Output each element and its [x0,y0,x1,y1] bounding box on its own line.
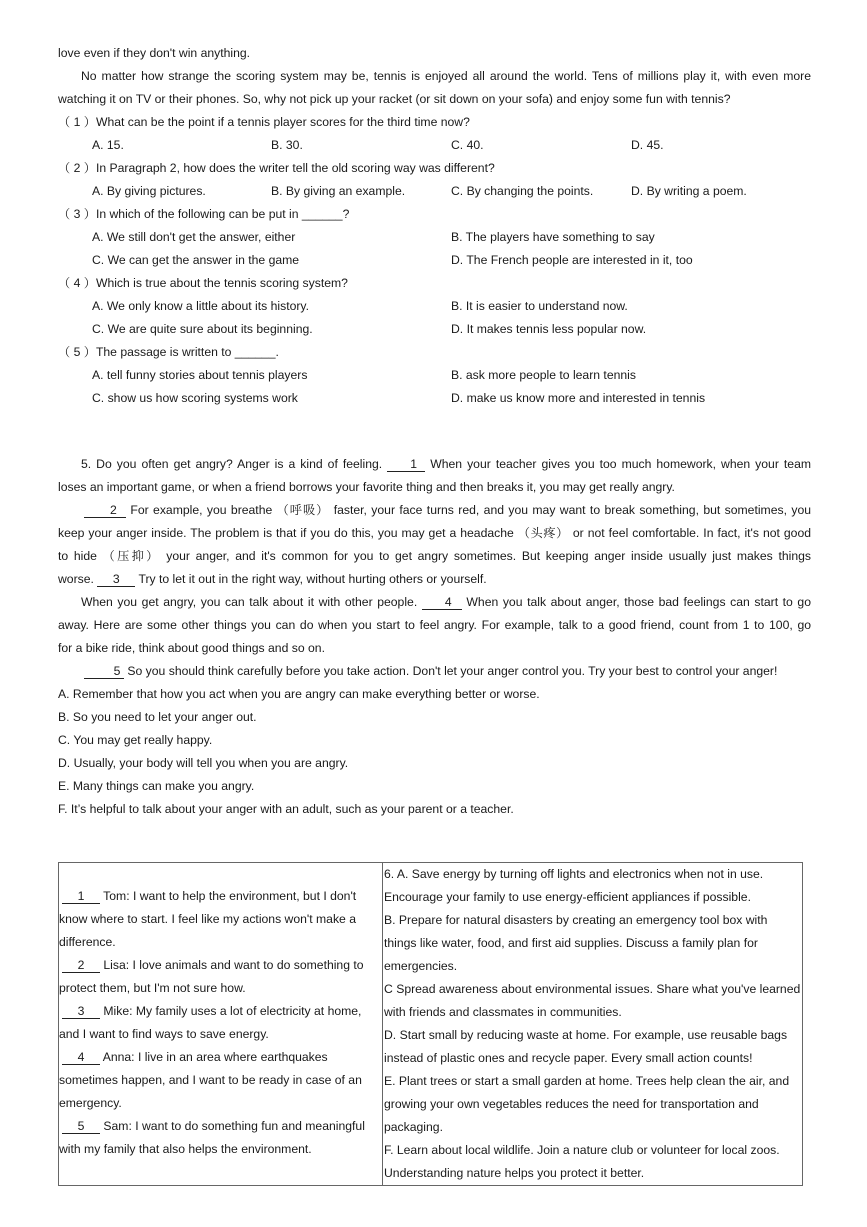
suggestion-line: growing your own vegetables reduces the need for transportation and [384,1097,759,1111]
question-2 [58,159,495,177]
option-2c: C. By changing the points. [451,184,594,198]
suggestion-line: instead of plastic ones and recycle paper. Every small action counts! [384,1051,753,1065]
option-4a: A. We only know a little about its history. [92,299,309,313]
option-1b: B. 30. [271,138,303,152]
text: difference. [59,935,116,949]
question-number: （ 3 ） [58,207,96,221]
question-number: （ 1 ） [58,115,96,129]
blank-4: 4 [422,595,462,610]
suggestion-line: D. Start small by reducing waste at home. For example, use reusable bags [384,1028,788,1042]
passage5-option-f: F. It’s helpful to talk about your anger with an adult, such as your parent or a teacher. [58,802,514,816]
person-entry-1 [59,885,382,954]
question-stem: In Paragraph 2, how does the writer tell the old scoring way was different? [95,161,495,175]
option-2b: B. By giving an example. [271,184,406,198]
blank-1: 1 [387,457,425,472]
question-stem: The passage is written to ______. [95,345,279,359]
passage5-line [58,662,811,680]
question-number: （ 2 ） [58,161,96,175]
option-4c: C. We are quite sure about its beginning. [92,322,313,336]
text: Try to let it out in the right way, without hurting others or yourself. [138,572,487,586]
blank-2: 2 [84,503,126,518]
suggestion-line: emergencies. [384,959,458,973]
question-number: （ 4 ） [58,276,96,290]
passage5-line: keep your anger inside. The problem is that if you do this, you may get a headache （头疼） or not feel comfortable. In fact, it's not good [58,526,811,540]
question-5 [58,343,279,361]
question-4 [58,274,348,292]
passage-line: watching it on TV or their phones. So, why not pick up your racket (or sit down on your sofa) and enjoy some fun with tennis? [58,92,731,106]
blank-5: 5 [84,664,124,679]
option-3b: B. The players have something to say [451,230,655,244]
passage5-line: loses an important game, or when a friend borrows your favorite thing and then breaks it, you may get really angry. [58,480,675,494]
text: When you get angry, you can talk about it with other people. [81,595,418,609]
option-4d: D. It makes tennis less popular now. [451,322,647,336]
person-entry-4 [59,1046,382,1115]
suggestion-line: F. Learn about local wildlife. Join a nature club or volunteer for local zoos. [384,1143,780,1157]
suggestion-line: packaging. [384,1120,443,1134]
passage5-line [58,593,811,611]
people-column [59,863,383,1186]
suggestion-line: with friends and classmates in communities. [384,1005,622,1019]
option-2d: D. By writing a poem. [631,184,747,198]
suggestion-line: B. Prepare for natural disasters by creating an emergency tool box with [384,913,768,927]
question-number: （ 5 ） [58,345,96,359]
text: sometimes happen, and I want to be ready in case of an [59,1073,362,1087]
matching-table [58,862,803,1186]
passage5-line [58,455,811,473]
option-3a: A. We still don't get the answer, either [92,230,296,244]
suggestions-column [383,863,803,1186]
text: 5. Do you often get angry? Anger is a kind of feeling. [81,457,383,471]
suggestion-line: 6. A. Save energy by turning off lights and electronics when not in use. [384,867,764,881]
text: know where to start. I feel like my actions won't make a [59,912,356,926]
blank-1: 1 [62,889,100,904]
option-1c: C. 40. [451,138,484,152]
text: protect them, but I'm not sure how. [59,981,246,995]
option-3c: C. We can get the answer in the game [92,253,300,267]
text: Mike: My family uses a lot of electricity at home, [103,1004,362,1018]
person-entry-5 [59,1115,382,1161]
text: For example, you breathe （呼吸） faster, your face turns red, and you may want to break something, but sometimes, you [130,503,811,517]
question-stem: Which is true about the tennis scoring system? [95,276,348,290]
passage5-line [58,501,811,519]
person-entry-2 [59,954,382,1000]
question-3 [58,205,349,223]
passage5-option-c: C. You may get really happy. [58,733,213,747]
passage5-option-e: E. Many things can make you angry. [58,779,255,793]
option-5d: D. make us know more and interested in tennis [451,391,706,405]
option-1a: A. 15. [92,138,124,152]
option-2a: A. By giving pictures. [92,184,206,198]
passage5-line: to hide （压抑） your anger, and it's common for you to get angry sometimes. But keeping anger inside usually just makes things [58,549,811,563]
text: worse. [58,572,94,586]
passage5-option-b: B. So you need to let your anger out. [58,710,257,724]
passage5-line: away. Here are some other things you can do when you start to feel angry. For example, talk to a good friend, count from 1 to 100, go [58,618,811,632]
passage5-option-d: D. Usually, your body will tell you when you are angry. [58,756,349,770]
text: So you should think carefully before you take action. Don't let your anger control you. Try your best to control your anger! [127,664,778,678]
suggestion-line: things like water, food, and first aid supplies. Discuss a family plan for [384,936,758,950]
blank-3: 3 [62,1004,100,1019]
text: Anna: I live in an area where earthquakes [102,1050,328,1064]
text: Lisa: I love animals and want to do something to [103,958,364,972]
suggestion-line: E. Plant trees or start a small garden at home. Trees help clean the air, and [384,1074,790,1088]
suggestion-line: C Spread awareness about environmental issues. Share what you've learned [384,982,801,996]
passage5-line: for a bike ride, think about good things and so on. [58,641,325,655]
text: Sam: I want to do something fun and meaningful [103,1119,365,1133]
text: and I want to find ways to save energy. [59,1027,269,1041]
text: When you talk about anger, those bad feelings can start to go [466,595,811,609]
suggestion-line: Understanding nature helps you protect it better. [384,1166,645,1180]
option-5a: A. tell funny stories about tennis players [92,368,308,382]
text: with my family that also helps the environment. [59,1142,312,1156]
option-1d: D. 45. [631,138,664,152]
passage-line: love even if they don't win anything. [58,46,251,60]
text: emergency. [59,1096,122,1110]
passage5-option-a: A. Remember that how you act when you are angry can make everything better or worse. [58,687,540,701]
option-4b: B. It is easier to understand now. [451,299,628,313]
blank-5: 5 [62,1119,100,1134]
question-stem: What can be the point if a tennis player scores for the third time now? [95,115,470,129]
passage5-line [58,570,811,588]
question-stem: In which of the following can be put in ______? [95,207,350,221]
passage-line: No matter how strange the scoring system may be, tennis is enjoyed all around the world. Tens of millions play it, with even more [81,69,811,83]
option-5c: C. show us how scoring systems work [92,391,298,405]
question-1 [58,113,470,131]
text: Tom: I want to help the environment, but I don't [103,889,357,903]
blank-2: 2 [62,958,100,973]
option-5b: B. ask more people to learn tennis [451,368,636,382]
person-entry-3 [59,1000,382,1046]
blank-3: 3 [97,572,135,587]
option-3d: D. The French people are interested in it, too [451,253,693,267]
text: When your teacher gives you too much homework, when your team [430,457,812,471]
suggestion-line: Encourage your family to use energy-efficient appliances if possible. [384,890,751,904]
blank-4: 4 [62,1050,100,1065]
